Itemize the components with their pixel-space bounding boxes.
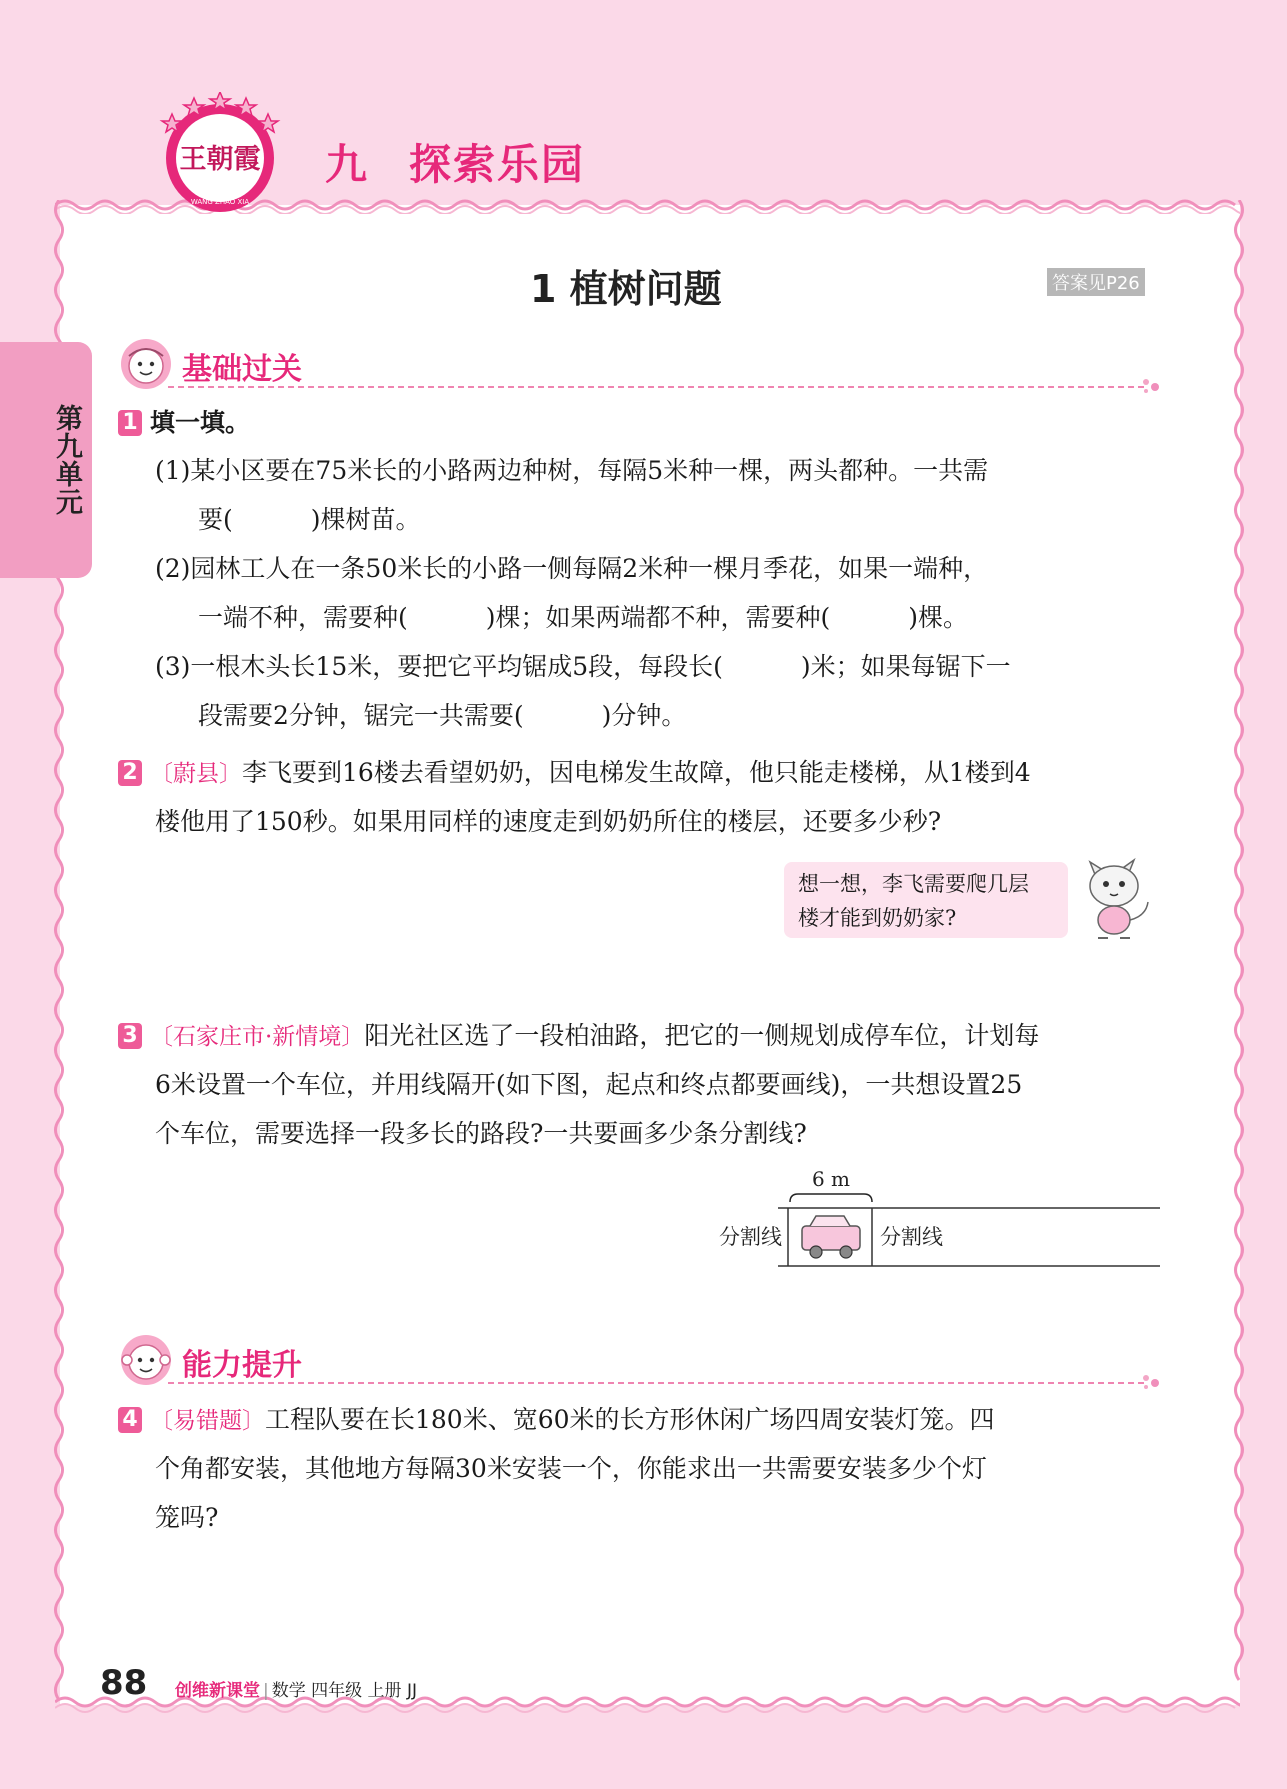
wavy-border-right <box>1232 200 1246 1705</box>
monkey-avatar-icon <box>118 1332 174 1388</box>
hint-bubble <box>784 862 1068 938</box>
unit-name: 探索乐园 <box>409 140 586 189</box>
lesson-title: 1 植树问题 <box>530 267 722 311</box>
answer-reference-badge: 答案见P26 <box>1047 268 1145 296</box>
book-info <box>175 1676 417 1701</box>
cat-mascot-icon <box>1076 848 1156 944</box>
question-tag: 〔易错题〕 <box>150 1408 265 1434</box>
unit-side-tab <box>0 342 92 578</box>
book-details: 数学 四年级 上册 JJ <box>271 1681 417 1701</box>
question-3-line-2: 6米设置一个车位，并用线隔开(如下图，起点和终点都要画线)，一共想设置25 <box>155 1070 1023 1099</box>
decorative-dots-icon <box>1140 376 1164 394</box>
question-1-part-3-line-2: 段需要2分钟，锯完一共需要( )分钟。 <box>198 701 687 730</box>
decorative-dots-icon <box>1140 1372 1164 1390</box>
publisher-logo <box>158 92 282 216</box>
question-1-part-2-line-2: 一端不种，需要种( )棵；如果两端都不种，需要种( )棵。 <box>198 603 969 632</box>
section-title-advanced: 能力提升 <box>182 1348 302 1383</box>
hint-line-2: 楼才能到奶奶家? <box>798 906 957 930</box>
question-2-line-2: 楼他用了150秒。如果用同样的速度走到奶奶所住的楼层，还要多少秒? <box>155 807 942 836</box>
question-3-line-3: 个车位，需要选择一段多长的路段?一共要画多少条分割线? <box>155 1119 807 1148</box>
unit-title <box>325 132 585 192</box>
question-number: 4 <box>118 1407 142 1433</box>
question-4-line-2: 个角都安装，其他地方每隔30米安装一个，你能求出一共需要安装多少个灯 <box>155 1454 987 1483</box>
question-1-part-3-line-1: (3)一根木头长15米，要把它平均锯成5段，每段长( )米；如果每锯下一 <box>155 652 1011 681</box>
question-1-heading <box>118 398 250 447</box>
question-1-part-1-line-2: 要( )棵树苗。 <box>198 505 421 534</box>
section-divider <box>168 1382 1144 1384</box>
diagram-label-left: 分割线 <box>719 1225 782 1249</box>
section-header-advanced <box>118 1332 1164 1392</box>
footer-separator: | <box>263 1681 269 1701</box>
side-tab-label: 第九单元 <box>51 404 82 516</box>
question-3-line-1: 3 〔石家庄市·新情境〕阳光社区选了一段柏油路，把它的一侧规划成停车位，计划每 <box>118 1011 1039 1062</box>
section-divider <box>168 386 1144 388</box>
page-number: 88 <box>100 1663 148 1703</box>
question-tag: 〔石家庄市·新情境〕 <box>150 1024 365 1050</box>
parking-diagram <box>700 1160 1160 1272</box>
question-number: 3 <box>118 1023 142 1049</box>
boy-avatar-icon <box>118 336 174 392</box>
question-1-title: 填一填。 <box>150 408 251 437</box>
question-tag: 〔蔚县〕 <box>150 761 242 787</box>
question-1-part-1-line-1: (1)某小区要在75米长的小路两边种树，每隔5米种一棵，两头都种。一共需 <box>155 456 989 485</box>
question-4-line-1: 4 〔易错题〕工程队要在长180米、宽60米的长方形休闲广场四周安装灯笼。四 <box>118 1395 995 1446</box>
car-icon <box>802 1216 860 1258</box>
brand-name: 创维新课堂 <box>175 1681 260 1701</box>
logo-subtitle: WANG ZHAO XIA <box>190 198 250 206</box>
diagram-measure-label: 6 m <box>811 1167 851 1191</box>
question-1-part-2-line-1: (2)园林工人在一条50米长的小路一侧每隔2米种一棵月季花，如果一端种， <box>155 554 989 583</box>
hint-line-1: 想一想，李飞需要爬几层 <box>798 872 1029 896</box>
logo-text: 王朝霞 <box>179 144 261 175</box>
question-number: 2 <box>118 760 142 786</box>
section-title-basic: 基础过关 <box>182 352 302 387</box>
question-2-line-1: 2 〔蔚县〕李飞要到16楼去看望奶奶，因电梯发生故障，他只能走楼梯，从1楼到4 <box>118 748 1031 799</box>
diagram-label-right: 分割线 <box>880 1225 943 1249</box>
question-4-line-3: 笼吗? <box>155 1503 219 1532</box>
section-header-basic <box>118 336 1164 396</box>
unit-number: 九 <box>325 140 370 189</box>
question-number: 1 <box>118 410 142 436</box>
